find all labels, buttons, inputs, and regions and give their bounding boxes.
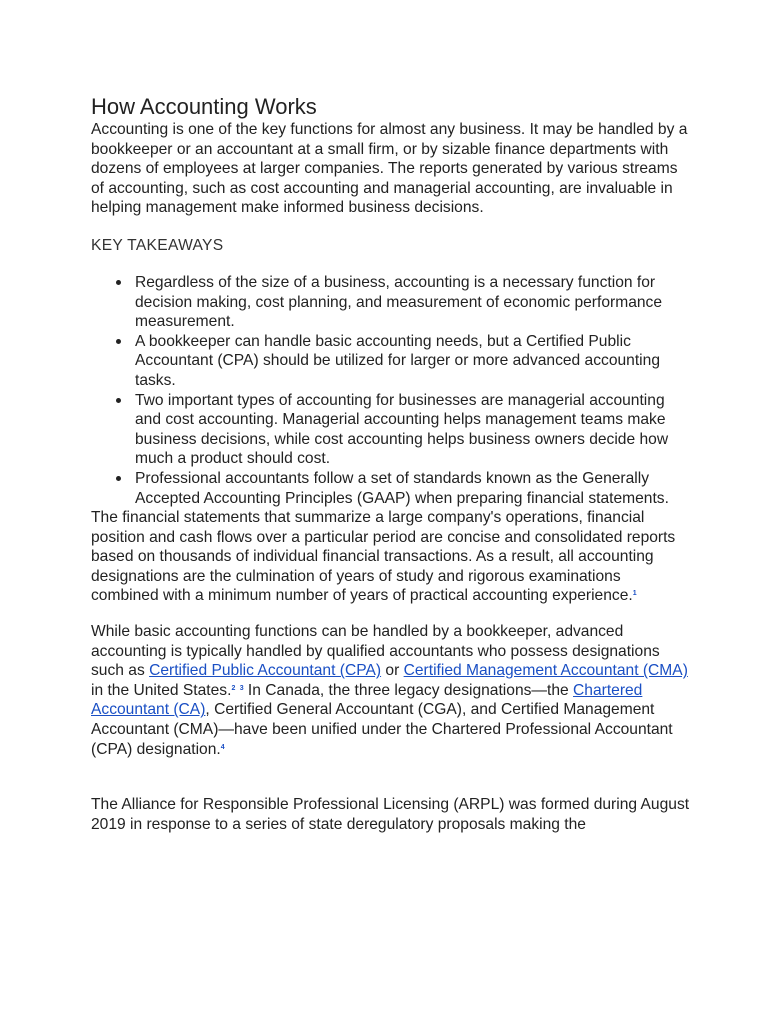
paragraph-text: or <box>381 662 404 680</box>
footnote-ref[interactable]: 4 <box>220 743 225 751</box>
cpa-link[interactable]: Certified Public Accountant (CPA) <box>149 662 382 680</box>
key-takeaways-heading: KEY TAKEAWAYS <box>91 236 224 254</box>
takeaway-item: Professional accountants follow a set of standards known as the Generally Accepted Accounting Principles (GAAP) when preparing financial statements. <box>135 469 691 508</box>
takeaway-item: Regardless of the size of a business, accounting is a necessary function for decision making, cost planning, and measurement of economic performance measurement. <box>135 273 691 332</box>
intro-paragraph: Accounting is one of the key functions for almost any business. It may be handled by a bookkeeper or an accountant at a small firm, or by sizable finance departments with dozens of employees at larger companies. The reports generated by various streams of accounting, such as cost accounting and managerial accounting, are invaluable in helping management make informed business decisions. <box>91 121 688 217</box>
takeaway-item: Two important types of accounting for businesses are managerial accounting and cost accounting. Managerial accounting helps management teams make business decisions, while cost accounting helps business owners decide how much a product should cost. <box>135 391 691 469</box>
takeaway-item: A bookkeeper can handle basic accounting needs, but a Certified Public Accountant (CPA) should be utilized for larger or more advanced accounting tasks. <box>135 332 691 391</box>
designations-paragraph <box>91 622 691 759</box>
paragraph-text: While basic accounting functions can be handled by a bookkeeper, advanced accounting is typically handled by qualified accountants who possess designations such as <box>91 623 660 680</box>
ca-link[interactable]: Chartered Accountant (CA) <box>91 681 643 719</box>
article-title: How Accounting Works <box>91 94 317 119</box>
paragraph-text: In Canada, the three legacy designations—the <box>243 681 574 699</box>
financial-statements-paragraph <box>91 508 691 606</box>
arpl-paragraph: The Alliance for Responsible Professional Licensing (ARPL) was formed during August 2019 in response to a series of state deregulatory proposals making the <box>91 796 690 833</box>
article-body <box>91 94 691 834</box>
footnote-ref[interactable]: 3 <box>239 684 244 692</box>
cma-link[interactable]: Certified Management Accountant (CMA) <box>403 662 688 680</box>
footnote-ref[interactable]: 2 <box>231 684 236 692</box>
footnote-ref[interactable]: 1 <box>632 590 637 598</box>
paragraph-text: , Certified General Accountant (CGA), and Certified Management Accountant (CMA)—have been unified under the Chartered Professional Accountant (CPA) designation. <box>91 701 673 758</box>
paragraph-text: The financial statements that summarize a large company's operations, financial position and cash flows over a particular period are concise and consolidated reports based on thousands of individual financial transactions. As a result, all accounting designations are the culmination of years of study and rigorous examinations combined with a minimum number of years of practical accounting experience. <box>91 509 676 605</box>
paragraph-text: in the United States. <box>91 681 232 699</box>
key-takeaways-list <box>91 273 691 508</box>
